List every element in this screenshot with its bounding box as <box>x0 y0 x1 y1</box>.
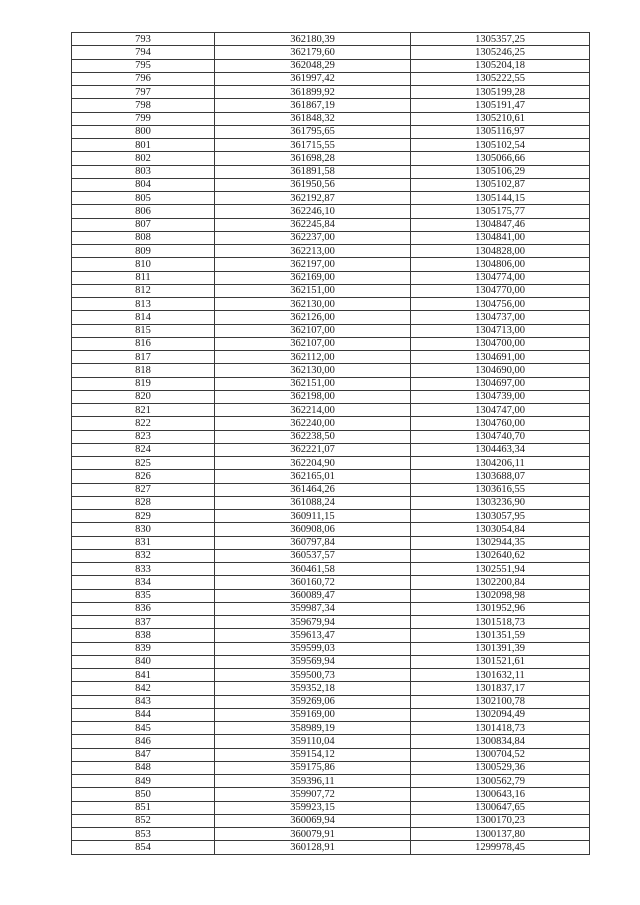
x-coordinate-cell: 360908,06 <box>215 523 411 536</box>
y-coordinate-cell: 1301418,73 <box>411 722 590 735</box>
point-number-cell: 824 <box>72 443 215 456</box>
table-row <box>72 364 590 377</box>
point-number-cell: 853 <box>72 828 215 841</box>
x-coordinate-cell: 359154,12 <box>215 748 411 761</box>
table-row <box>72 377 590 390</box>
table-row <box>72 430 590 443</box>
y-coordinate-cell: 1301518,73 <box>411 616 590 629</box>
y-coordinate-cell: 1305222,55 <box>411 72 590 85</box>
table-row <box>72 616 590 629</box>
y-coordinate-cell: 1302098,98 <box>411 589 590 602</box>
x-coordinate-cell: 361997,42 <box>215 72 411 85</box>
y-coordinate-cell: 1300170,23 <box>411 814 590 827</box>
y-coordinate-cell: 1304713,00 <box>411 324 590 337</box>
table-row <box>72 761 590 774</box>
table-row <box>72 192 590 205</box>
x-coordinate-cell: 362192,87 <box>215 192 411 205</box>
point-number-cell: 841 <box>72 669 215 682</box>
x-coordinate-cell: 361899,92 <box>215 86 411 99</box>
y-coordinate-cell: 1304770,00 <box>411 284 590 297</box>
x-coordinate-cell: 359396,11 <box>215 775 411 788</box>
table-row <box>72 139 590 152</box>
x-coordinate-cell: 361464,26 <box>215 483 411 496</box>
table-row <box>72 271 590 284</box>
x-coordinate-cell: 362245,84 <box>215 218 411 231</box>
point-number-cell: 815 <box>72 324 215 337</box>
point-number-cell: 819 <box>72 377 215 390</box>
point-number-cell: 798 <box>72 99 215 112</box>
y-coordinate-cell: 1304697,00 <box>411 377 590 390</box>
table-row <box>72 125 590 138</box>
x-coordinate-cell: 362107,00 <box>215 324 411 337</box>
x-coordinate-cell: 362213,00 <box>215 245 411 258</box>
point-number-cell: 806 <box>72 205 215 218</box>
y-coordinate-cell: 1304756,00 <box>411 298 590 311</box>
point-number-cell: 833 <box>72 563 215 576</box>
table-row <box>72 814 590 827</box>
y-coordinate-cell: 1303054,84 <box>411 523 590 536</box>
x-coordinate-cell: 359352,18 <box>215 682 411 695</box>
x-coordinate-cell: 362165,01 <box>215 470 411 483</box>
y-coordinate-cell: 1303616,55 <box>411 483 590 496</box>
point-number-cell: 803 <box>72 165 215 178</box>
point-number-cell: 811 <box>72 271 215 284</box>
y-coordinate-cell: 1305199,28 <box>411 86 590 99</box>
table-row <box>72 775 590 788</box>
point-number-cell: 813 <box>72 298 215 311</box>
y-coordinate-cell: 1300529,36 <box>411 761 590 774</box>
point-number-cell: 844 <box>72 708 215 721</box>
x-coordinate-cell: 359110,04 <box>215 735 411 748</box>
y-coordinate-cell: 1305357,25 <box>411 33 590 46</box>
table-row <box>72 443 590 456</box>
point-number-cell: 830 <box>72 523 215 536</box>
x-coordinate-cell: 361715,55 <box>215 139 411 152</box>
table-row <box>72 801 590 814</box>
x-coordinate-cell: 362130,00 <box>215 298 411 311</box>
x-coordinate-cell: 361848,32 <box>215 112 411 125</box>
x-coordinate-cell: 359569,94 <box>215 655 411 668</box>
table-row <box>72 152 590 165</box>
point-number-cell: 821 <box>72 404 215 417</box>
point-number-cell: 825 <box>72 457 215 470</box>
y-coordinate-cell: 1300562,79 <box>411 775 590 788</box>
point-number-cell: 832 <box>72 549 215 562</box>
table-row <box>72 496 590 509</box>
table-row <box>72 841 590 854</box>
y-coordinate-cell: 1304806,00 <box>411 258 590 271</box>
table-row <box>72 589 590 602</box>
x-coordinate-cell: 362179,60 <box>215 46 411 59</box>
table-row <box>72 72 590 85</box>
y-coordinate-cell: 1303057,95 <box>411 510 590 523</box>
point-number-cell: 805 <box>72 192 215 205</box>
table-row <box>72 470 590 483</box>
y-coordinate-cell: 1304691,00 <box>411 351 590 364</box>
table-row <box>72 112 590 125</box>
table-row <box>72 457 590 470</box>
point-number-cell: 835 <box>72 589 215 602</box>
y-coordinate-cell: 1305066,66 <box>411 152 590 165</box>
point-number-cell: 845 <box>72 722 215 735</box>
point-number-cell: 826 <box>72 470 215 483</box>
y-coordinate-cell: 1305106,29 <box>411 165 590 178</box>
x-coordinate-cell: 362246,10 <box>215 205 411 218</box>
table-row <box>72 86 590 99</box>
table-row <box>72 629 590 642</box>
point-number-cell: 809 <box>72 245 215 258</box>
table-row <box>72 33 590 46</box>
y-coordinate-cell: 1304774,00 <box>411 271 590 284</box>
table-row <box>72 642 590 655</box>
x-coordinate-cell: 360911,15 <box>215 510 411 523</box>
y-coordinate-cell: 1301391,39 <box>411 642 590 655</box>
y-coordinate-cell: 1304847,46 <box>411 218 590 231</box>
y-coordinate-cell: 1304206,11 <box>411 457 590 470</box>
point-number-cell: 822 <box>72 417 215 430</box>
point-number-cell: 829 <box>72 510 215 523</box>
table-row <box>72 99 590 112</box>
y-coordinate-cell: 1305191,47 <box>411 99 590 112</box>
point-number-cell: 823 <box>72 430 215 443</box>
point-number-cell: 804 <box>72 178 215 191</box>
y-coordinate-cell: 1302200,84 <box>411 576 590 589</box>
x-coordinate-cell: 361950,56 <box>215 178 411 191</box>
point-number-cell: 850 <box>72 788 215 801</box>
x-coordinate-cell: 360797,84 <box>215 536 411 549</box>
coordinates-table-body <box>72 33 590 855</box>
x-coordinate-cell: 362048,29 <box>215 59 411 72</box>
point-number-cell: 812 <box>72 284 215 297</box>
table-row <box>72 828 590 841</box>
point-number-cell: 796 <box>72 72 215 85</box>
y-coordinate-cell: 1300643,16 <box>411 788 590 801</box>
table-row <box>72 218 590 231</box>
point-number-cell: 797 <box>72 86 215 99</box>
x-coordinate-cell: 362214,00 <box>215 404 411 417</box>
table-row <box>72 178 590 191</box>
point-number-cell: 849 <box>72 775 215 788</box>
table-row <box>72 682 590 695</box>
x-coordinate-cell: 360079,91 <box>215 828 411 841</box>
x-coordinate-cell: 362151,00 <box>215 377 411 390</box>
y-coordinate-cell: 1304463,34 <box>411 443 590 456</box>
point-number-cell: 854 <box>72 841 215 854</box>
table-row <box>72 510 590 523</box>
y-coordinate-cell: 1301632,11 <box>411 669 590 682</box>
y-coordinate-cell: 1304700,00 <box>411 337 590 350</box>
table-row <box>72 311 590 324</box>
table-row <box>72 351 590 364</box>
y-coordinate-cell: 1305210,61 <box>411 112 590 125</box>
y-coordinate-cell: 1302100,78 <box>411 695 590 708</box>
y-coordinate-cell: 1304760,00 <box>411 417 590 430</box>
y-coordinate-cell: 1300647,65 <box>411 801 590 814</box>
y-coordinate-cell: 1301952,96 <box>411 602 590 615</box>
x-coordinate-cell: 362237,00 <box>215 231 411 244</box>
y-coordinate-cell: 1304739,00 <box>411 390 590 403</box>
x-coordinate-cell: 359923,15 <box>215 801 411 814</box>
y-coordinate-cell: 1305102,87 <box>411 178 590 191</box>
table-row <box>72 748 590 761</box>
y-coordinate-cell: 1299978,45 <box>411 841 590 854</box>
point-number-cell: 831 <box>72 536 215 549</box>
point-number-cell: 795 <box>72 59 215 72</box>
table-row <box>72 708 590 721</box>
table-row <box>72 324 590 337</box>
x-coordinate-cell: 359269,06 <box>215 695 411 708</box>
y-coordinate-cell: 1301521,61 <box>411 655 590 668</box>
point-number-cell: 837 <box>72 616 215 629</box>
point-number-cell: 847 <box>72 748 215 761</box>
point-number-cell: 807 <box>72 218 215 231</box>
x-coordinate-cell: 362130,00 <box>215 364 411 377</box>
table-row <box>72 46 590 59</box>
x-coordinate-cell: 359679,94 <box>215 616 411 629</box>
table-row <box>72 536 590 549</box>
x-coordinate-cell: 359169,00 <box>215 708 411 721</box>
x-coordinate-cell: 362126,00 <box>215 311 411 324</box>
y-coordinate-cell: 1302094,49 <box>411 708 590 721</box>
point-number-cell: 799 <box>72 112 215 125</box>
table-row <box>72 258 590 271</box>
point-number-cell: 801 <box>72 139 215 152</box>
x-coordinate-cell: 359987,34 <box>215 602 411 615</box>
x-coordinate-cell: 359599,03 <box>215 642 411 655</box>
x-coordinate-cell: 362112,00 <box>215 351 411 364</box>
y-coordinate-cell: 1305116,97 <box>411 125 590 138</box>
x-coordinate-cell: 362107,00 <box>215 337 411 350</box>
y-coordinate-cell: 1300704,52 <box>411 748 590 761</box>
y-coordinate-cell: 1302640,62 <box>411 549 590 562</box>
point-number-cell: 842 <box>72 682 215 695</box>
point-number-cell: 834 <box>72 576 215 589</box>
table-row <box>72 655 590 668</box>
point-number-cell: 818 <box>72 364 215 377</box>
x-coordinate-cell: 361891,58 <box>215 165 411 178</box>
table-row <box>72 722 590 735</box>
point-number-cell: 839 <box>72 642 215 655</box>
x-coordinate-cell: 362180,39 <box>215 33 411 46</box>
point-number-cell: 846 <box>72 735 215 748</box>
table-row <box>72 735 590 748</box>
point-number-cell: 808 <box>72 231 215 244</box>
point-number-cell: 848 <box>72 761 215 774</box>
y-coordinate-cell: 1300137,80 <box>411 828 590 841</box>
point-number-cell: 836 <box>72 602 215 615</box>
x-coordinate-cell: 360089,47 <box>215 589 411 602</box>
table-row <box>72 205 590 218</box>
point-number-cell: 814 <box>72 311 215 324</box>
table-row <box>72 483 590 496</box>
point-number-cell: 793 <box>72 33 215 46</box>
y-coordinate-cell: 1304841,00 <box>411 231 590 244</box>
x-coordinate-cell: 360069,94 <box>215 814 411 827</box>
y-coordinate-cell: 1305204,18 <box>411 59 590 72</box>
x-coordinate-cell: 359500,73 <box>215 669 411 682</box>
y-coordinate-cell: 1305144,15 <box>411 192 590 205</box>
y-coordinate-cell: 1305175,77 <box>411 205 590 218</box>
x-coordinate-cell: 362238,50 <box>215 430 411 443</box>
y-coordinate-cell: 1305102,54 <box>411 139 590 152</box>
table-row <box>72 523 590 536</box>
y-coordinate-cell: 1304747,00 <box>411 404 590 417</box>
x-coordinate-cell: 360461,58 <box>215 563 411 576</box>
point-number-cell: 827 <box>72 483 215 496</box>
x-coordinate-cell: 361698,28 <box>215 152 411 165</box>
point-number-cell: 852 <box>72 814 215 827</box>
table-row <box>72 298 590 311</box>
y-coordinate-cell: 1301351,59 <box>411 629 590 642</box>
x-coordinate-cell: 360128,91 <box>215 841 411 854</box>
x-coordinate-cell: 361795,65 <box>215 125 411 138</box>
point-number-cell: 817 <box>72 351 215 364</box>
y-coordinate-cell: 1303236,90 <box>411 496 590 509</box>
table-row <box>72 59 590 72</box>
x-coordinate-cell: 359175,86 <box>215 761 411 774</box>
x-coordinate-cell: 362169,00 <box>215 271 411 284</box>
table-row <box>72 337 590 350</box>
point-number-cell: 794 <box>72 46 215 59</box>
point-number-cell: 851 <box>72 801 215 814</box>
x-coordinate-cell: 362204,90 <box>215 457 411 470</box>
table-row <box>72 576 590 589</box>
point-number-cell: 800 <box>72 125 215 138</box>
table-row <box>72 417 590 430</box>
y-coordinate-cell: 1302944,35 <box>411 536 590 549</box>
table-row <box>72 390 590 403</box>
y-coordinate-cell: 1305246,25 <box>411 46 590 59</box>
point-number-cell: 828 <box>72 496 215 509</box>
table-row <box>72 669 590 682</box>
table-row <box>72 788 590 801</box>
point-number-cell: 816 <box>72 337 215 350</box>
table-row <box>72 165 590 178</box>
x-coordinate-cell: 361867,19 <box>215 99 411 112</box>
point-number-cell: 843 <box>72 695 215 708</box>
table-row <box>72 245 590 258</box>
x-coordinate-cell: 360537,57 <box>215 549 411 562</box>
x-coordinate-cell: 358989,19 <box>215 722 411 735</box>
table-row <box>72 231 590 244</box>
x-coordinate-cell: 359907,72 <box>215 788 411 801</box>
point-number-cell: 820 <box>72 390 215 403</box>
x-coordinate-cell: 359613,47 <box>215 629 411 642</box>
table-row <box>72 404 590 417</box>
coordinates-table <box>71 32 590 855</box>
y-coordinate-cell: 1304828,00 <box>411 245 590 258</box>
x-coordinate-cell: 360160,72 <box>215 576 411 589</box>
point-number-cell: 810 <box>72 258 215 271</box>
y-coordinate-cell: 1303688,07 <box>411 470 590 483</box>
point-number-cell: 802 <box>72 152 215 165</box>
table-row <box>72 563 590 576</box>
point-number-cell: 840 <box>72 655 215 668</box>
y-coordinate-cell: 1304740,70 <box>411 430 590 443</box>
y-coordinate-cell: 1301837,17 <box>411 682 590 695</box>
y-coordinate-cell: 1304737,00 <box>411 311 590 324</box>
x-coordinate-cell: 362240,00 <box>215 417 411 430</box>
y-coordinate-cell: 1300834,84 <box>411 735 590 748</box>
table-row <box>72 284 590 297</box>
x-coordinate-cell: 361088,24 <box>215 496 411 509</box>
y-coordinate-cell: 1304690,00 <box>411 364 590 377</box>
table-row <box>72 602 590 615</box>
y-coordinate-cell: 1302551,94 <box>411 563 590 576</box>
table-row <box>72 695 590 708</box>
x-coordinate-cell: 362198,00 <box>215 390 411 403</box>
x-coordinate-cell: 362151,00 <box>215 284 411 297</box>
x-coordinate-cell: 362197,00 <box>215 258 411 271</box>
table-row <box>72 549 590 562</box>
x-coordinate-cell: 362221,07 <box>215 443 411 456</box>
point-number-cell: 838 <box>72 629 215 642</box>
